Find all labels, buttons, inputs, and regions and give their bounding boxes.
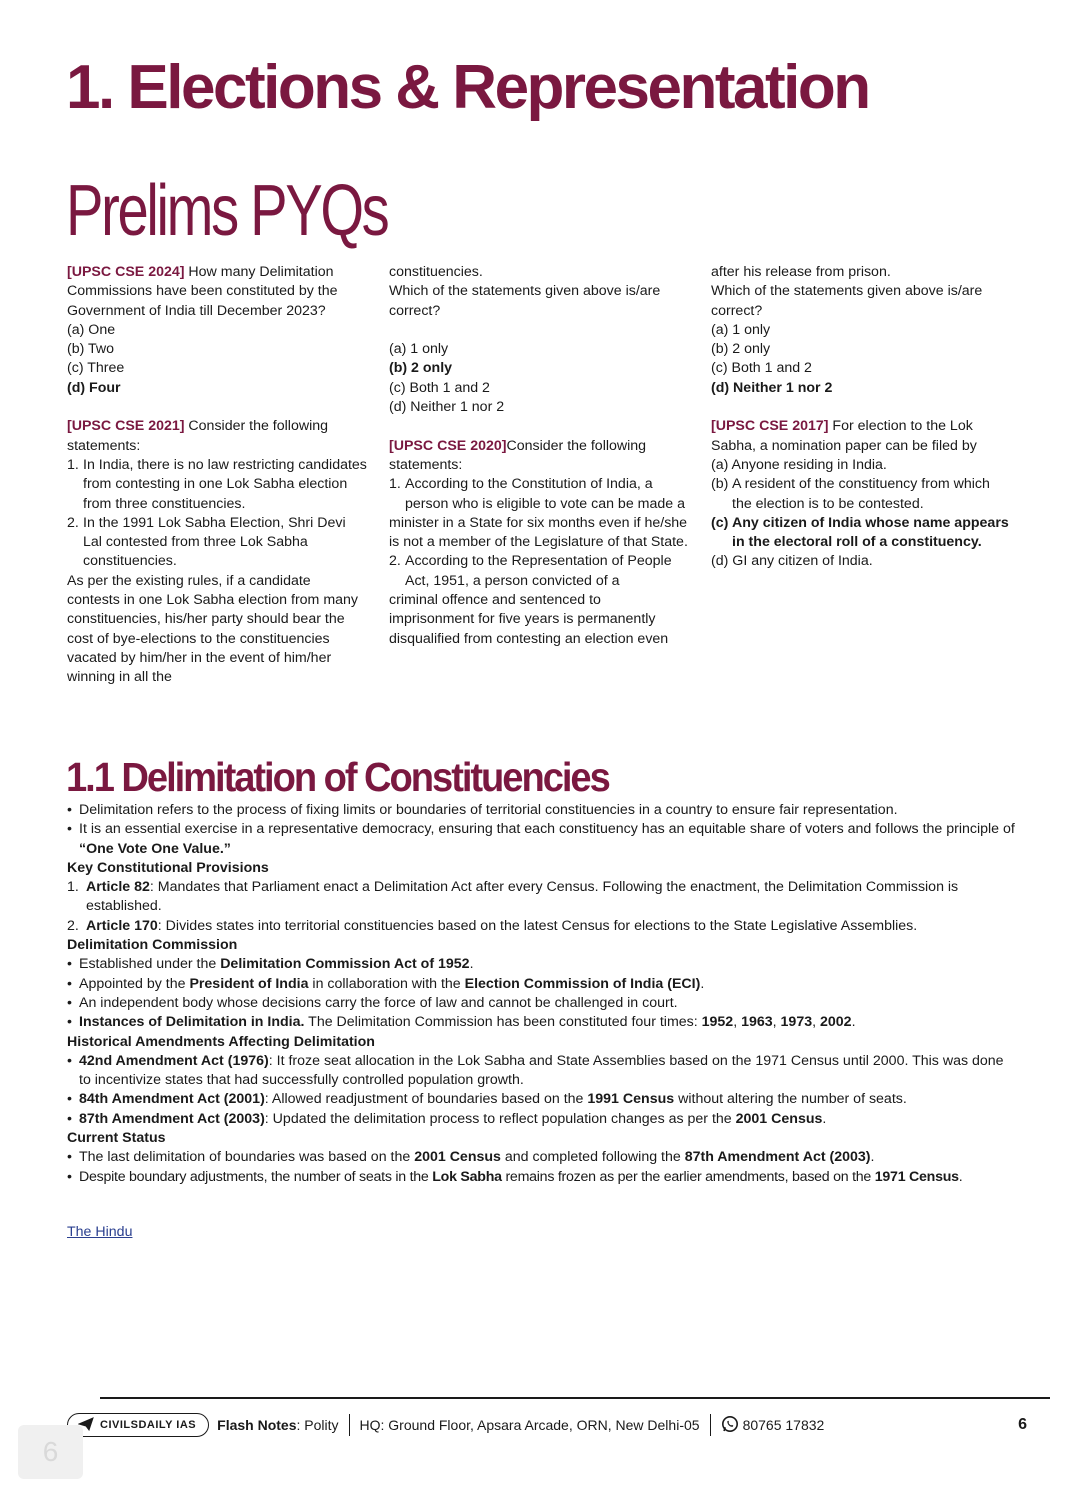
amendment-84 (79, 1090, 1017, 1109)
amendment-87 (79, 1110, 1017, 1129)
whatsapp-icon (721, 1415, 739, 1436)
pyq-column-1 (67, 263, 367, 688)
bold-text: 1971 Census (874, 1168, 959, 1185)
text: Established under the (79, 956, 221, 973)
q2-answer: (b) 2 only (389, 360, 453, 377)
footer-separator (710, 1414, 711, 1436)
q3-statement-1 (389, 475, 689, 514)
q4-answer (711, 514, 1011, 553)
q1-question (67, 263, 367, 321)
bullet: • (67, 802, 72, 818)
text: and completed following the (500, 1149, 685, 1166)
q4-option-a: (a) Anyone residing in India. (711, 456, 887, 473)
bullet: • (67, 1052, 72, 1069)
article-82 (86, 878, 1017, 917)
bullet: • (67, 1014, 72, 1031)
text: , (733, 1014, 742, 1031)
commission-act (79, 955, 1017, 974)
year: 1952 (701, 1014, 734, 1031)
q1-option-b: (b) Two (67, 341, 115, 358)
chapter-title: 1. Elections & Representation (66, 53, 869, 122)
list-item (67, 994, 1017, 1013)
year: 1963 (741, 1014, 773, 1031)
bold-text: 84th Amendment Act (2001) (79, 1091, 265, 1108)
text: . (700, 975, 705, 992)
q4-answer-label: (c) (711, 514, 729, 531)
q2-s2-text: In the 1991 Lok Sabha Election, Shri Devi Lal contested from three Lok Sabha constituencies. (83, 514, 346, 570)
list-item (67, 975, 1017, 994)
q4-text: For election to the Lok Sabha, a nomination paper can be filed by (711, 418, 977, 454)
q2-s1-text: In India, there is no law restricting candidates from contesting in one Lok Sabha election from three constituencies. (83, 456, 367, 512)
text: in collaboration with the (308, 975, 465, 992)
text: : Updated the delimitation process to reflect population changes as per the (264, 1110, 736, 1127)
text: Despite boundary adjustments, the number of seats in the (79, 1168, 433, 1185)
delim-p1: Delimitation refers to the process of fixing limits or boundaries of territorial constituencies in a country to ensure fair representation. (79, 802, 898, 818)
address: HQ: Ground Floor, Apsara Arcade, ORN, New Delhi-05 (359, 1417, 700, 1433)
delimitation-body (67, 801, 1017, 1187)
q3-s2-num: 2. (389, 553, 401, 570)
status-last (79, 1148, 1017, 1167)
q2-statement-2 (67, 514, 367, 572)
item-num: 2. (67, 917, 79, 934)
list-item (67, 878, 1017, 917)
footer-divider (100, 1397, 1050, 1399)
article-170 (86, 917, 1017, 936)
q2-option-a: (a) 1 only (389, 341, 449, 358)
q3-tag: [UPSC CSE 2020] (389, 437, 507, 454)
text: . (851, 1014, 856, 1031)
q2-statement-3-continued: constituencies. (389, 264, 483, 280)
list-item (67, 1052, 1017, 1091)
q4-tag: [UPSC CSE 2017] (711, 418, 829, 435)
text: remains frozen as per the earlier amendments, based on the (501, 1168, 875, 1185)
q4-question (711, 417, 1011, 456)
q3-s2-text: According to the Representation of People Act, 1951, a person convicted of a (405, 553, 672, 589)
pyq-column-3 (711, 263, 1011, 572)
amendments-heading: Historical Amendments Affecting Delimitation (67, 1033, 375, 1050)
amendment-42 (79, 1052, 1017, 1091)
section-title: Prelims PYQs (66, 171, 388, 251)
product-bold: Flash Notes (217, 1417, 297, 1433)
pyq-column-2 (389, 263, 689, 649)
commission-appointed (79, 975, 1017, 994)
text: : Allowed readjustment of boundaries based on the (264, 1091, 588, 1108)
q2-statement-1 (67, 456, 367, 514)
q1-answer: (d) Four (67, 379, 121, 396)
q4-option-b-text: A resident of the constituency from which the election is to be contested. (732, 476, 990, 512)
article-170-label: Article 170 (86, 917, 158, 934)
list-item (67, 820, 1017, 859)
key-provisions-heading: Key Constitutional Provisions (67, 859, 269, 876)
q3-statement-2 (389, 552, 689, 591)
text: The Delimitation Commission has been constituted four times: (304, 1014, 702, 1031)
list-item (67, 1148, 1017, 1167)
q3-statement-2-end: after his release from prison. (711, 264, 891, 280)
q2-statement-3: As per the existing rules, if a candidate contests in one Lok Sabha election from many constituencies, his/her party should bear the cost of bye-elections to the constituencies vacated by him/her in the event of him/her winning in all the (67, 572, 359, 686)
q3-option-c: (c) Both 1 and 2 (711, 360, 812, 377)
bold-text: 1991 Census (587, 1091, 675, 1108)
phone (721, 1415, 825, 1436)
text: : Divides states into territorial constituencies based on the latest Census for elections to the State Legislative Assemblies. (157, 917, 918, 934)
q4-option-b (711, 475, 1011, 514)
bold-text: Election Commission of India (ECI) (464, 975, 701, 992)
q3-statement-2-continued: criminal offence and sentenced to imprisonment for five years is permanently disqualified from contesting an election even (389, 592, 669, 647)
commission-independent: An independent body whose decisions carry the force of law and cannot be challenged in court. (79, 994, 678, 1011)
text: Appointed by the (79, 975, 190, 992)
text: : It froze seat allocation in the Lok Sabha and State Assemblies based on the 1971 Census until 2000. This was done to incentivize states that had successfully controlled population growth. (79, 1052, 1004, 1089)
q4-option-d: (d) GI any citizen of India. (711, 553, 873, 570)
phone-number: 80765 17832 (742, 1417, 825, 1433)
bullet: • (67, 956, 72, 973)
page-number: 6 (1018, 1416, 1027, 1433)
bold-text: President of India (189, 975, 309, 992)
commission-heading: Delimitation Commission (67, 937, 238, 954)
list-item (67, 1090, 1017, 1109)
q2-s1-num: 1. (67, 456, 79, 473)
bold-text: Delimitation Commission Act of 1952 (220, 956, 470, 973)
list-item (67, 801, 1017, 820)
text: . (469, 956, 474, 973)
bold-text: 2001 Census (735, 1110, 823, 1127)
thumbnail-number: 6 (42, 1436, 59, 1467)
q2-question (67, 417, 367, 456)
q3-s1-text: According to the Constitution of India, a person who is eligible to vote can be made a (405, 476, 685, 512)
q4-answer-text: Any citizen of India whose name appears in the electoral roll of a constituency. (732, 514, 1009, 551)
q2-option-d: (d) Neither 1 nor 2 (389, 399, 505, 416)
q3-s1-num: 1. (389, 476, 401, 493)
current-status-heading: Current Status (67, 1130, 166, 1147)
delimitation-heading: 1.1 Delimitation of Constituencies (66, 754, 609, 800)
q2-s2-num: 2. (67, 514, 79, 531)
status-seats (79, 1168, 1017, 1187)
q3-question (389, 437, 689, 476)
bold-text: 42nd Amendment Act (1976) (79, 1052, 269, 1069)
year: 2002 (820, 1014, 852, 1031)
item-num: 1. (67, 879, 79, 896)
list-item (67, 1110, 1017, 1129)
bullet: • (67, 1149, 72, 1166)
bullet: • (67, 975, 72, 992)
product-rest: : Polity (296, 1417, 339, 1433)
bullet: • (67, 821, 72, 838)
bullet: • (67, 994, 72, 1011)
q3-option-b: (b) 2 only (711, 341, 771, 358)
text: The last delimitation of boundaries was based on the (79, 1149, 415, 1166)
bold-text: Lok Sabha (432, 1168, 502, 1185)
page-thumbnail[interactable] (18, 1425, 83, 1479)
bold-text: 87th Amendment Act (2003) (684, 1149, 871, 1166)
text: . (958, 1168, 963, 1185)
bullet: • (67, 1110, 72, 1127)
q1-option-c: (c) Three (67, 360, 125, 377)
list-item (67, 917, 1017, 936)
text: . (870, 1149, 875, 1166)
text: . (822, 1110, 827, 1127)
q1-option-a: (a) One (67, 321, 116, 338)
q3-answer: (d) Neither 1 nor 2 (711, 379, 833, 396)
bold-text: 87th Amendment Act (2003) (79, 1110, 265, 1127)
q3-option-a: (a) 1 only (711, 321, 771, 338)
article-82-label: Article 82 (86, 879, 150, 896)
source-link-the-hindu[interactable]: The Hindu (67, 1224, 133, 1240)
text: It is an essential exercise in a representative democracy, ensuring that each constituency has an equitable share of voters and follows the principle of (79, 821, 1015, 838)
logo-text: CIVILSDAILY IAS (100, 1419, 197, 1431)
list-item (67, 1168, 1017, 1187)
text: , (772, 1014, 781, 1031)
q2-intro: Consider the following statements: (67, 418, 329, 454)
footer (67, 1412, 1027, 1438)
text: without altering the number of seats. (674, 1091, 907, 1108)
delim-p2 (79, 820, 1017, 859)
q3-statement-1-continued: minister in a State for six months even if he/she is not a member of the Legislature of that State. (389, 514, 688, 551)
text: , (812, 1014, 820, 1031)
bold-text: 2001 Census (414, 1149, 501, 1166)
text: : Mandates that Parliament enact a Delimitation Act after every Census. Following the enactment, the Delimitation Commission is established. (86, 879, 959, 915)
principle-bold: “One Vote One Value.” (79, 840, 231, 857)
q2-option-c: (c) Both 1 and 2 (389, 379, 490, 396)
bold-text: Instances of Delimitation in India. (79, 1014, 305, 1031)
commission-instances (79, 1013, 1017, 1032)
q2-tag: [UPSC CSE 2021] (67, 418, 185, 435)
list-item (67, 955, 1017, 974)
q4-option-b-label: (b) (711, 476, 729, 493)
bullet: • (67, 1091, 72, 1108)
q1-tag: [UPSC CSE 2024] (67, 264, 185, 280)
year: 1973 (780, 1014, 813, 1031)
q3-prompt: Which of the statements given above is/are correct? (711, 283, 983, 319)
product-name (217, 1417, 338, 1433)
q1-text: How many Delimitation Commissions have been constituted by the Government of India till December 2023? (67, 264, 338, 319)
list-item (67, 1013, 1017, 1032)
q3-intro: Consider the following statements: (389, 437, 647, 473)
footer-separator (349, 1414, 350, 1436)
bullet: • (67, 1168, 72, 1185)
q2-prompt: Which of the statements given above is/are correct? (389, 283, 661, 319)
civilsdaily-logo (67, 1413, 209, 1437)
